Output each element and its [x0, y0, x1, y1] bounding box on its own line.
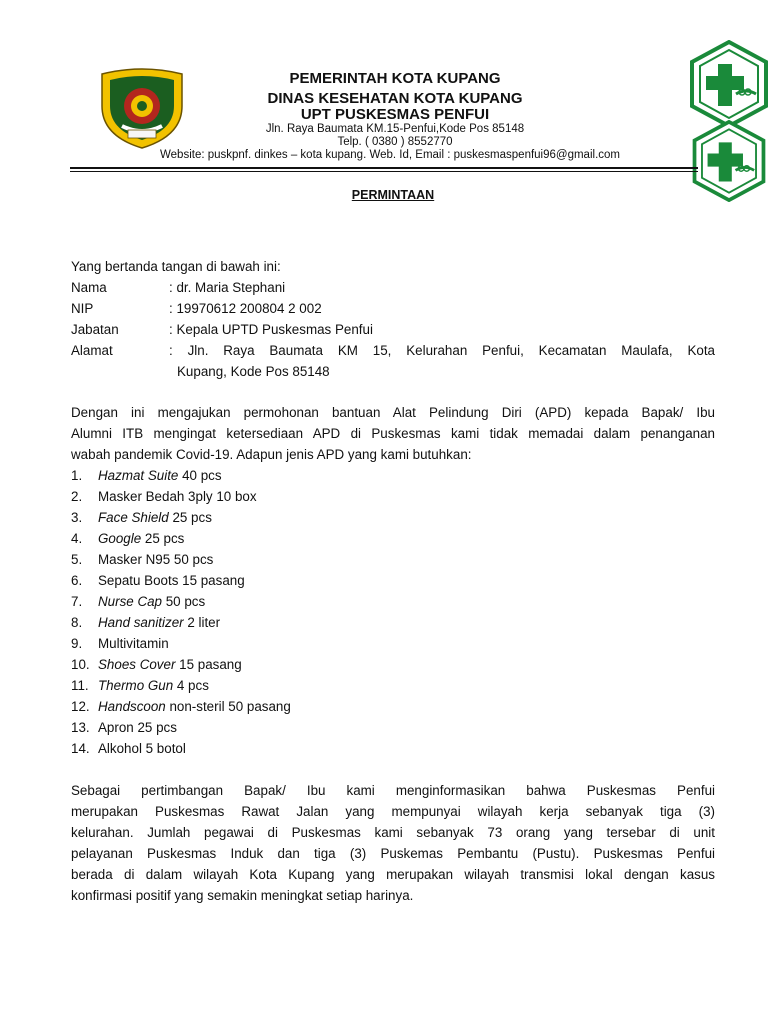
list-item	[71, 738, 715, 759]
list-item-text	[98, 465, 222, 486]
list-item-text	[98, 696, 291, 717]
list-item	[71, 717, 715, 738]
list-item-number: 5.	[71, 552, 83, 567]
paragraph-line: pelayanan Puskesmas Induk dan tiga (3) Puskemas Pembantu (Pustu). Puskesmas Penfui	[71, 846, 715, 861]
list-item-number: 1.	[71, 468, 83, 483]
list-item-text	[98, 486, 257, 507]
apd-list	[71, 465, 715, 759]
list-item-number: 8.	[71, 615, 83, 630]
list-item-text	[98, 738, 186, 759]
list-item	[71, 570, 715, 591]
list-item-text	[98, 612, 220, 633]
field-label: Nama	[71, 280, 107, 295]
letterhead-line1: PEMERINTAH KOTA KUPANG	[289, 70, 501, 87]
list-item-name: Hazmat Suite	[98, 468, 179, 483]
field-row	[71, 298, 715, 319]
list-item-name: Handscoon	[98, 699, 166, 714]
list-item-text	[98, 591, 205, 612]
letterhead-phone: Telp. ( 0380 ) 8552770	[337, 136, 453, 148]
list-item-name: Shoes Cover	[98, 657, 176, 672]
list-item-name: Nurse Cap	[98, 594, 163, 609]
list-item-number: 4.	[71, 531, 83, 546]
field-value	[169, 340, 715, 382]
list-item-number: 3.	[71, 510, 83, 525]
address-line1: : Jln. Raya Baumata KM 15, Kelurahan Penfui, Kecamatan Maulafa, Kota	[169, 343, 715, 358]
list-item-text	[98, 570, 245, 591]
list-item-qty: 40 pcs	[178, 468, 222, 483]
letterhead-line2: DINAS KESEHATAN KOTA KUPANG	[267, 90, 523, 107]
list-item-text	[98, 675, 209, 696]
list-item-name: Thermo Gun	[98, 678, 174, 693]
letterhead-line3: UPT PUSKESMAS PENFUI	[300, 106, 490, 123]
list-item	[71, 591, 715, 612]
header-divider	[70, 167, 698, 169]
address-line2: Kupang, Kode Pos 85148	[177, 364, 330, 379]
list-item	[71, 507, 715, 528]
header-divider-thin	[70, 171, 698, 172]
list-item	[71, 549, 715, 570]
list-item-name: Alkohol 5 botol	[98, 741, 186, 756]
paragraph-line: Alumni ITB mengingat ketersediaan APD di Puskesmas kami tidak memadai dalam penanganan	[71, 426, 715, 441]
list-item-qty: 4 pcs	[173, 678, 209, 693]
list-item-name: Google	[98, 531, 142, 546]
list-item-number: 10.	[71, 657, 90, 672]
list-item-number: 11.	[71, 678, 89, 693]
paragraph-line: kelurahan. Jumlah pegawai di Puskesmas kami sebanyak 73 orang yang tersebar di unit	[71, 825, 715, 840]
list-item	[71, 465, 715, 486]
list-item-text	[98, 528, 184, 549]
puskesmas-cross-icon	[690, 40, 768, 128]
list-item-number: 7.	[71, 594, 83, 609]
list-item-text	[98, 633, 169, 654]
paragraph-request	[71, 402, 715, 465]
list-item-name: Masker N95 50 pcs	[98, 552, 214, 567]
field-label: NIP	[71, 301, 94, 316]
list-item	[71, 633, 715, 654]
list-item-number: 2.	[71, 489, 83, 504]
paragraph-line: berada di dalam wilayah Kota Kupang yang merupakan wilayah transmisi lokal dengan kasus	[71, 867, 715, 882]
list-item-name: Apron 25 pcs	[98, 720, 177, 735]
list-item-number: 12.	[71, 699, 90, 714]
list-item	[71, 528, 715, 549]
field-value: : 19970612 200804 2 002	[169, 301, 322, 316]
field-value: : Kepala UPTD Puskesmas Penfui	[169, 322, 373, 337]
paragraph-line: Dengan ini mengajukan permohonan bantuan Alat Pelindung Diri (APD) kepada Bapak/ Ibu	[71, 405, 715, 420]
paragraph-line: wabah pandemik Covid-19. Adapun jenis APD yang kami butuhkan:	[71, 447, 472, 462]
field-row	[71, 340, 715, 382]
list-item-name: Face Shield	[98, 510, 169, 525]
field-label: Jabatan	[71, 322, 119, 337]
list-item-name: Multivitamin	[98, 636, 169, 651]
list-item-qty: 50 pcs	[162, 594, 206, 609]
signer-fields	[71, 277, 715, 382]
field-row	[71, 277, 715, 298]
field-row	[71, 319, 715, 340]
paragraph-line: merupakan Puskesmas Rawat Jalan yang mempunyai wilayah kerja sebanyak tiga (3)	[71, 804, 715, 819]
field-value: : dr. Maria Stephani	[169, 280, 286, 295]
list-item-name: Sepatu Boots 15 pasang	[98, 573, 245, 588]
field-label: Alamat	[71, 343, 113, 358]
list-item-text	[98, 654, 242, 675]
list-item-qty: 25 pcs	[141, 531, 185, 546]
list-item	[71, 486, 715, 507]
list-item-qty: non-steril 50 pasang	[165, 699, 291, 714]
list-item-text	[98, 549, 213, 570]
list-item-name: Hand sanitizer	[98, 615, 184, 630]
list-item	[71, 612, 715, 633]
list-item-text	[98, 717, 177, 738]
list-item-number: 9.	[71, 636, 83, 651]
list-item-number: 14.	[71, 741, 90, 756]
intro-text: Yang bertanda tangan di bawah ini:	[71, 259, 281, 274]
document-title: PERMINTAAN	[351, 188, 435, 202]
list-item-name: Masker Bedah 3ply 10 box	[98, 489, 257, 504]
paragraph-consideration	[71, 780, 715, 906]
list-item	[71, 696, 715, 717]
list-item	[71, 675, 715, 696]
letterhead-web: Website: puskpnf. dinkes – kota kupang. Web. Id, Email : puskesmaspenfui96@gmail.com	[160, 149, 620, 161]
list-item-number: 6.	[71, 573, 83, 588]
list-item-qty: 2 liter	[183, 615, 221, 630]
list-item-text	[98, 507, 212, 528]
list-item-number: 13.	[71, 720, 90, 735]
list-item-qty: 15 pasang	[175, 657, 242, 672]
paragraph-line: Sebagai pertimbangan Bapak/ Ibu kami menginformasikan bahwa Puskesmas Penfui	[71, 783, 715, 798]
letterhead-address: Jln. Raya Baumata KM.15-Penfui,Kode Pos 85148	[265, 123, 525, 135]
list-item-qty: 25 pcs	[168, 510, 212, 525]
paragraph-line: konfirmasi positif yang semakin meningkat setiap harinya.	[71, 888, 414, 903]
list-item	[71, 654, 715, 675]
